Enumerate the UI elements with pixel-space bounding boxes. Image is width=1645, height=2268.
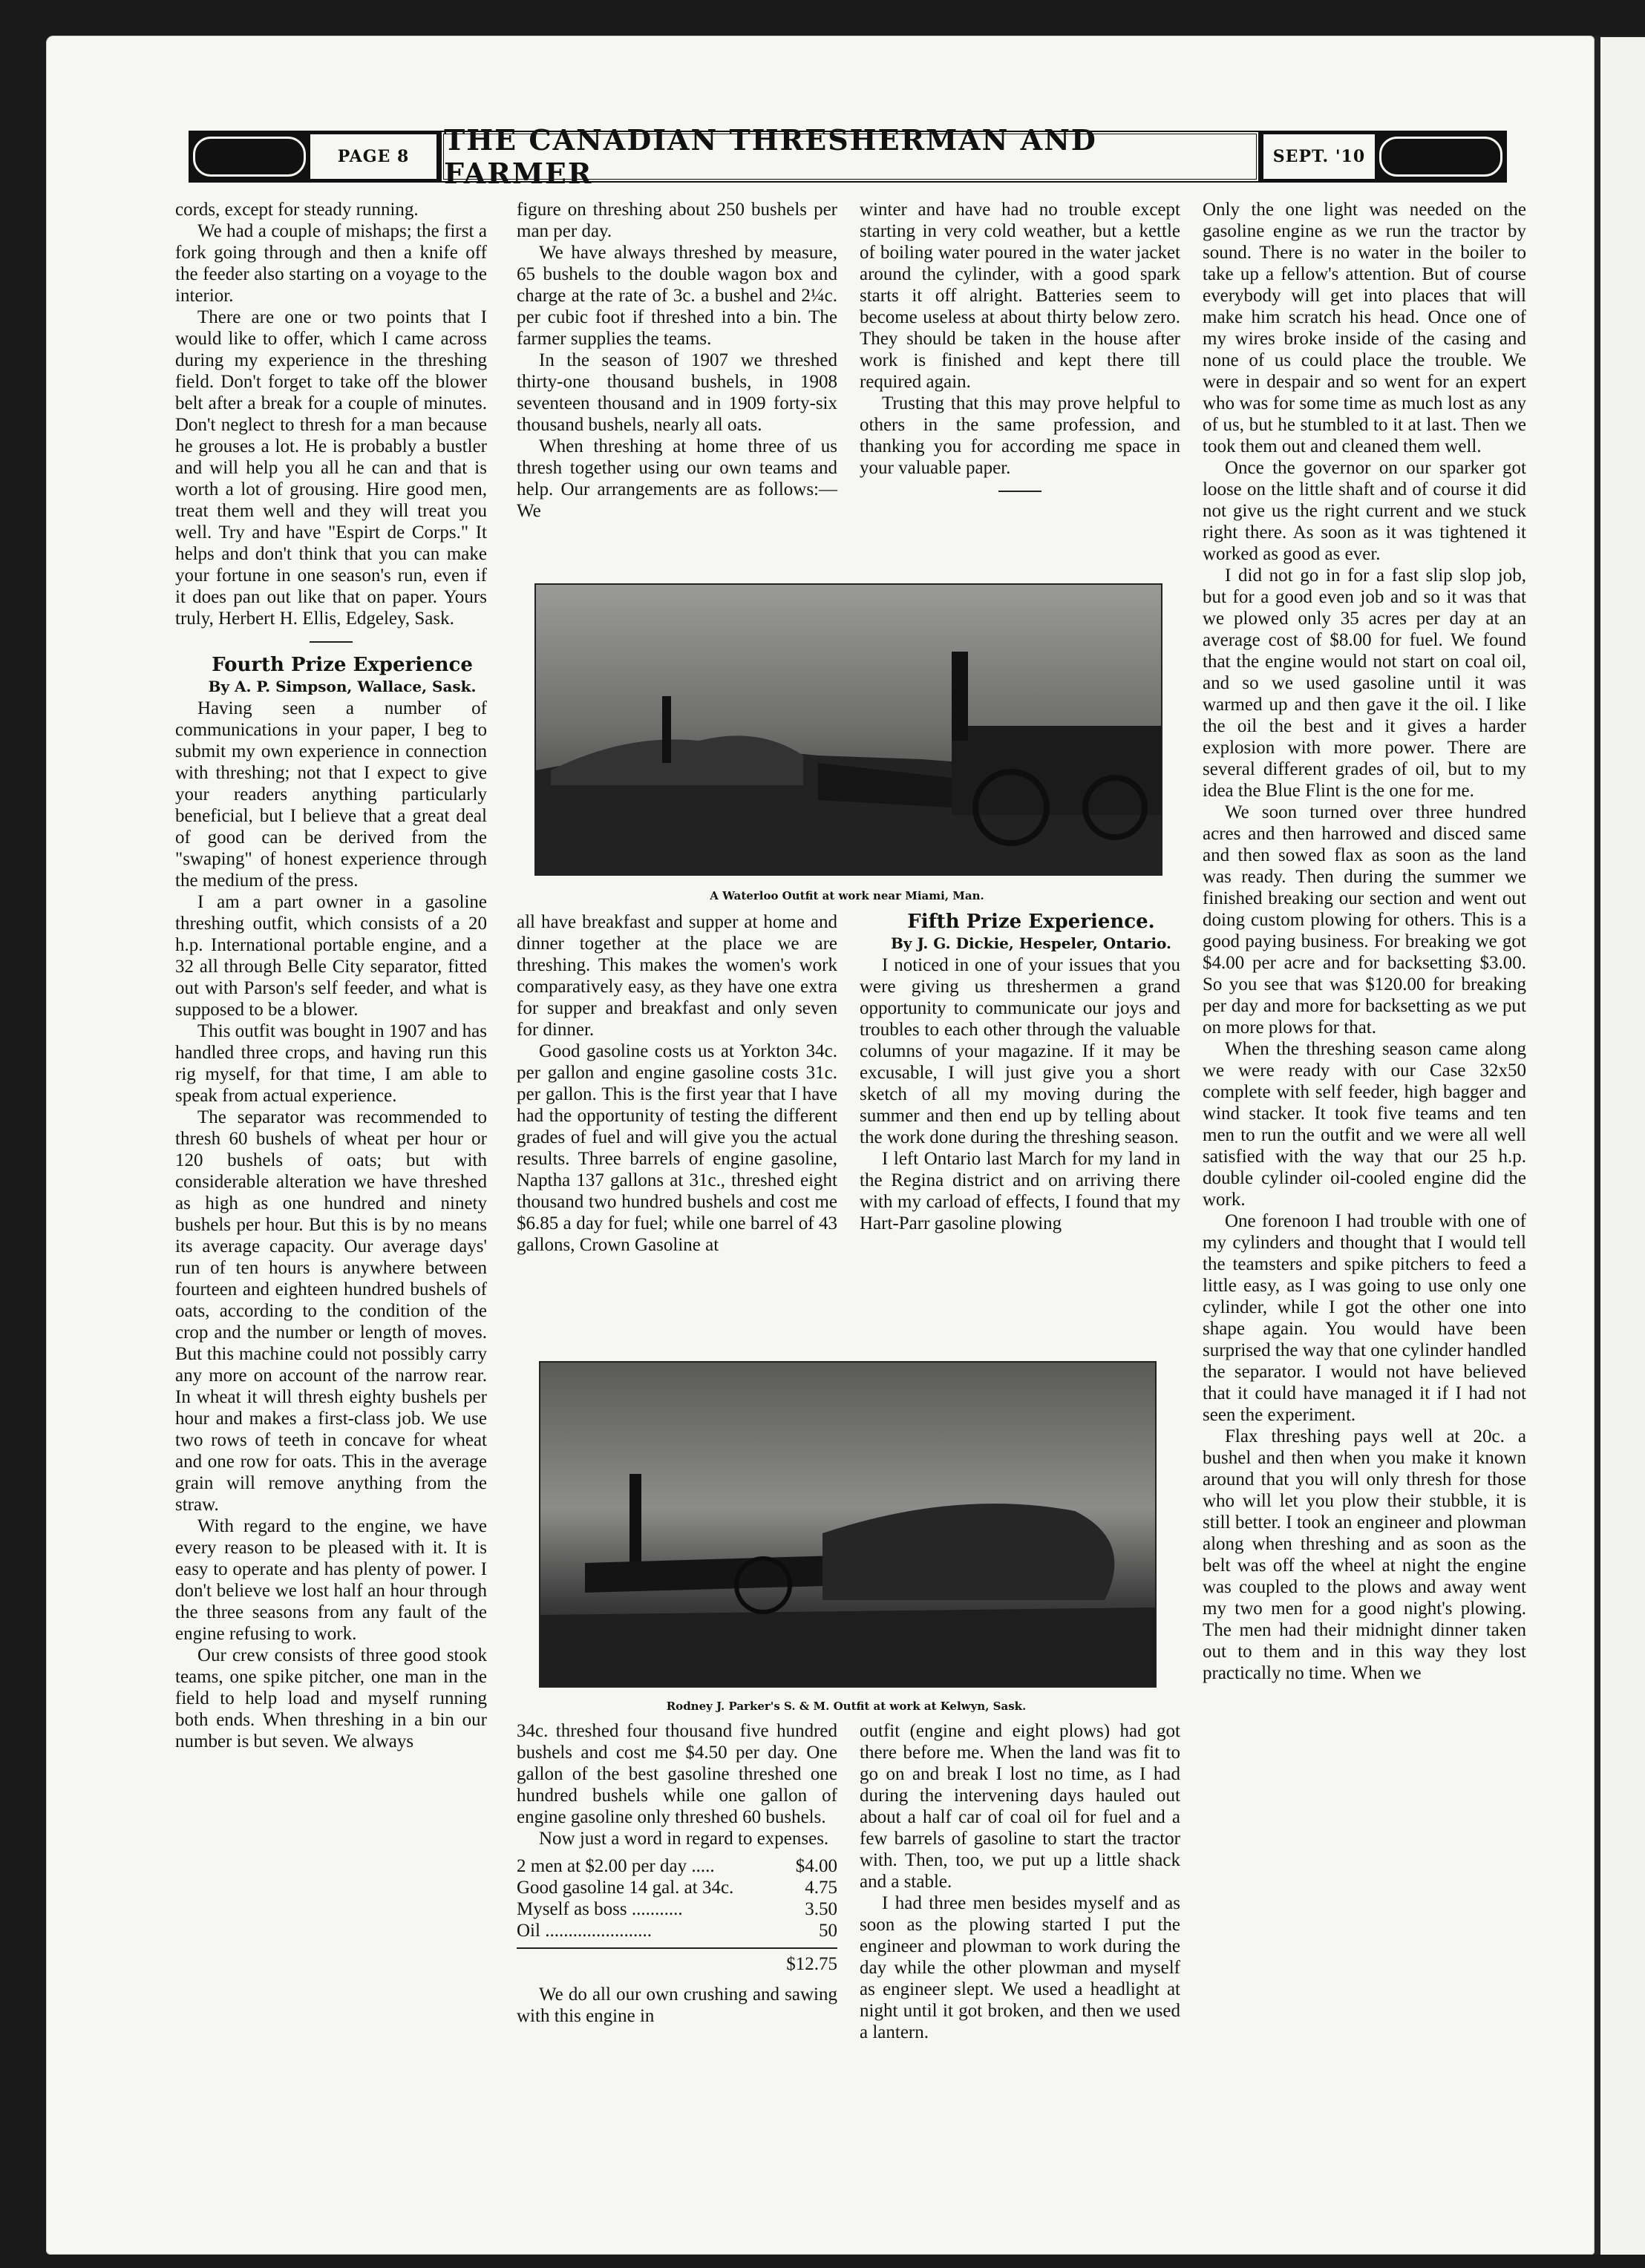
byline: By J. G. Dickie, Hespeler, Ontario. xyxy=(890,934,1171,952)
paragraph: figure on threshing about 250 bushels per man per day. xyxy=(517,200,837,241)
paragraph: Trusting that this may prove helpful to others in the same profession, and thanking you for according me space in your valuable paper. xyxy=(860,393,1180,478)
column-3-top xyxy=(860,199,1180,504)
threshing-scene-image xyxy=(540,1363,1155,1686)
photo-parker-outfit xyxy=(539,1361,1157,1688)
paragraph: Our crew consists of three good stook teams, one spike pitcher, one man in the field to help load and myself running both ends. When threshing in a bin our number is but seven. We always xyxy=(175,1645,487,1751)
expense-amount: 4.75 xyxy=(805,1878,837,1898)
photo-waterloo-outfit xyxy=(534,583,1162,876)
paragraph: In the season of 1907 we threshed thirty-one thousand bushels, in 1908 seventeen thousand and in 1909 forty-six thousand bushels, nearly all oats. xyxy=(517,350,837,435)
expense-table xyxy=(517,1855,837,1941)
paragraph: winter and have had no trouble except starting in very cold weather, but a kettle of boiling water poured in the water jacket around the cylinder, with a good spark starts it off alright. Batteries seem to become useless at about thirty below zero. They should be taken in the house after work is finished and kept there till required again. xyxy=(860,200,1180,392)
expense-total: $12.75 xyxy=(517,1947,837,1975)
divider xyxy=(998,491,1041,492)
expense-amount: $4.00 xyxy=(795,1856,837,1876)
paragraph: I noticed in one of your issues that you were giving us threshermen a grand opportunity to communicate our joys and troubles to each other through the valuable columns of your magazine. If it may be excusable, I will just give you a short sketch of all my moving during the summer and then end up by telling about the work done during the threshing season. xyxy=(860,955,1180,1147)
column-2-bottom xyxy=(517,1720,837,2027)
paragraph: I had three men besides myself and as soon as the plowing started I put the engineer and plowman to work during the day while the other plowman and myself as engineer slept. We used a headlight at night until it got broken, and then we used a lantern. xyxy=(860,1893,1180,2042)
expense-amount: 50 xyxy=(819,1921,837,1941)
byline: By A. P. Simpson, Wallace, Sask. xyxy=(208,678,477,695)
article-heading: Fourth Prize Experience xyxy=(212,654,473,676)
paragraph: We have always threshed by measure, 65 bushels to the double wagon box and charge at the rate of 3c. a bushel and 2¼c. per cubic foot if threshed into a bin. The farmer supplies the teams. xyxy=(517,243,837,349)
paragraph: When the threshing season came along we were ready with our Case 32x50 complete with self feeder, high bagger and wind stacker. It took five teams and ten men to run the outfit and we were all well satisfied with the way that our 25 h.p. double cylinder oil-cooled engine did the work. xyxy=(1203,1039,1526,1210)
paragraph: I did not go in for a fast slip slop job, but for a good even job and so it was that we plowed only 35 acres per day at an average cost of $8.00 for fuel. We found that the engine would not start on coal oil, and so we used gasoline until it was warmed up and then gave it the oil. I like the oil the best and it gives a harder explosion with more power. There are several different grades of oil, but to my idea the Blue Flint is the one for me. xyxy=(1203,566,1526,801)
column-2-middle xyxy=(517,911,837,1256)
paragraph: Now just a word in regard to expenses. xyxy=(539,1829,829,1849)
paragraph: This outfit was bought in 1907 and has handled three crops, and having run this rig myself, for that time, I am able to speak from actual experience. xyxy=(175,1021,487,1106)
paragraph: Only the one light was needed on the gasoline engine as we run the tractor by sound. There is no water in the boiler to take up a fellow's attention. But of course everybody will get into places that will make him scratch his head. Once one of my wires broke inside of the casing and none of us could place the trouble. We were in despair and so went for an expert who was for some time as much lost as any of us, but he stumbled to it at last. Then we took them out and cleaned them well. xyxy=(1203,200,1526,456)
paragraph: Having seen a number of communications in your paper, I beg to submit my own experience in connection with threshing; not that I expect to give your readers anything particularly beneficial, but I believe that a great deal of good can be derived from the "swaping" of honest experience through the medium of the press. xyxy=(175,698,487,891)
paragraph: We do all our own crushing and sawing with this engine in xyxy=(517,1984,837,2026)
paragraph: Good gasoline costs us at Yorkton 34c. per gallon and engine gasoline costs 31c. per gallon. This is the first year that I have had the opportunity of testing the different grades of fuel and will give you the actual results. Three barrels of engine gasoline, Naptha 137 gallons at 31c., threshed eight thousand two hundred bushels and cost me $6.85 a day for fuel; while one barrel of 43 gallons, Crown Gasoline at xyxy=(517,1041,837,1255)
paragraph: One forenoon I had trouble with one of my cylinders and thought that I would tell the teamsters and spike pitchers to feed a little easy, as I was going to use only one cylinder, while I got the other one into shape again. You would have been surprised the way that one cylinder handled the separator. I would not have believed that it could have managed it if I had not seen the experiment. xyxy=(1203,1211,1526,1425)
paragraph: The separator was recommended to thresh 60 bushels of wheat per hour or 120 bushels of oats; but with considerable alteration we have threshed as high as one hundred and ninety bushels per hour. But this is by no means its average capacity. Our average days' run of ten hours is anywhere between fourteen and eighteen hundred bushels of oats, according to the condition of the crop and the number or length of moves. But this machine could not possibly carry any more on account of the narrow rear. In wheat it will thresh eighty bushels per hour and makes a first-class job. We use two rows of teeth in concave for wheat and one row for oats. This in the average grain will remove anything from the straw. xyxy=(175,1107,487,1515)
divider xyxy=(310,641,353,643)
column-4 xyxy=(1203,199,1526,1684)
paragraph: When threshing at home three of us thresh together using our own teams and help. Our arrangements are as follows:—We xyxy=(517,436,837,521)
paragraph: Once the governor on our sparker got loose on the little shaft and of course it did not give us the right current and we stuck right there. As soon as it was tightened it worked as good as ever. xyxy=(1203,458,1526,564)
expense-row xyxy=(517,1898,837,1920)
paragraph: With regard to the engine, we have every reason to be pleased with it. It is easy to operate and has plenty of power. I don't believe we lost half an hour through the three seasons from any fault of the engine refusing to work. xyxy=(175,1516,487,1644)
expense-row xyxy=(517,1877,837,1898)
article-heading: Fifth Prize Experience. xyxy=(907,911,1155,933)
paragraph: cords, except for steady running. xyxy=(175,200,419,220)
masthead xyxy=(189,123,1507,190)
page-number: PAGE 8 xyxy=(310,134,436,179)
column-2-top xyxy=(517,199,837,522)
paragraph: We soon turned over three hundred acres and then harrowed and disced same and then sowed flax as soon as the land was ready. Then during the summer we finished breaking our section and went out doing custom plowing for others. This is a good paying business. For breaking we got $4.00 per acre and for backsetting $3.00. So you see that was $120.00 for breaking per day and more for backsetting as we put on more plows for that. xyxy=(1203,802,1526,1038)
expense-row xyxy=(517,1855,837,1877)
threshing-scene-image xyxy=(536,585,1161,874)
photo-caption: Rodney J. Parker's S. & M. Outfit at work at Kelwyn, Sask. xyxy=(666,1700,1027,1713)
photo-caption: A Waterloo Outfit at work near Miami, Man. xyxy=(710,889,984,902)
paragraph: Flax threshing pays well at 20c. a bushel and then when you make it known around that you will only thresh for those who will let you plow their stubble, it is still better. I took an engineer and plowman along when threshing and as soon as the belt was off the wheel at night the engine was coupled to the plows and away went my two men for a good night's plowing. The men had their midnight dinner taken out to them and in this way they lost practically no time. When we xyxy=(1203,1426,1526,1683)
expense-amount: 3.50 xyxy=(805,1899,837,1919)
expense-item: Myself as boss ........... xyxy=(517,1899,683,1919)
paragraph: There are one or two points that I would like to offer, which I came across during my experience in the threshing field. Don't forget to take off the blower belt after a break for a couple of minutes. Don't neglect to thresh for a man because he grouses a lot. He is probably a bustler and will help you all he can and that is worth a lot of grousing. Hire good men, treat them well and they will treat you well. Try and have "Espirt de Corps." It helps and don't think that you can make your fortune in one season's run, even if it does pan out like that on paper. Yours truly, Herbert H. Ellis, Edgeley, Sask. xyxy=(175,307,487,629)
paragraph: We had a couple of mishaps; the first a fork going through and then a knife off the feeder also starting on a voyage to the interior. xyxy=(175,221,487,306)
column-3-middle xyxy=(860,911,1180,1234)
publication-title: THE CANADIAN THRESHERMAN AND FARMER xyxy=(441,131,1259,182)
expense-item: Oil ....................... xyxy=(517,1921,652,1941)
paragraph: outfit (engine and eight plows) had got there before me. When the land was fit to go on and break I lost no time, as I had during the intervening days hauled out about a half car of coal oil for fuel and a few barrels of gasoline to start the tractor with. Then, too, we put up a little shack and a stable. xyxy=(860,1721,1180,1892)
expense-item: 2 men at $2.00 per day ..... xyxy=(517,1856,715,1876)
issue-date: SEPT. '10 xyxy=(1263,134,1375,179)
paragraph: I am a part owner in a gasoline threshing outfit, which consists of a 20 h.p. International portable engine, and a 32 all through Belle City separator, fitted out with Parson's self feeder, and what is supposed to be a blower. xyxy=(175,892,487,1020)
adjacent-page xyxy=(1600,37,1645,2255)
paragraph: I left Ontario last March for my land in the Regina district and on arriving there with my carload of effects, I found that my Hart-Parr gasoline plowing xyxy=(860,1149,1180,1233)
column-1 xyxy=(175,199,487,1752)
paragraph: 34c. threshed four thousand five hundred bushels and cost me $4.50 per day. One gallon of the best gasoline threshed one hundred bushels while one gallon of engine gasoline only threshed 60 bushels. xyxy=(517,1721,837,1827)
left-ornament-icon xyxy=(193,137,306,177)
paragraph: all have breakfast and supper at home and dinner together at the place we are threshing. This makes the women's work comparatively easy, as they have one extra for supper and breakfast and only seven for dinner. xyxy=(517,912,837,1040)
expense-item: Good gasoline 14 gal. at 34c. xyxy=(517,1878,734,1898)
expense-row xyxy=(517,1920,837,1941)
tractor-ornament-icon xyxy=(1379,137,1502,177)
column-3-bottom xyxy=(860,1720,1180,2043)
